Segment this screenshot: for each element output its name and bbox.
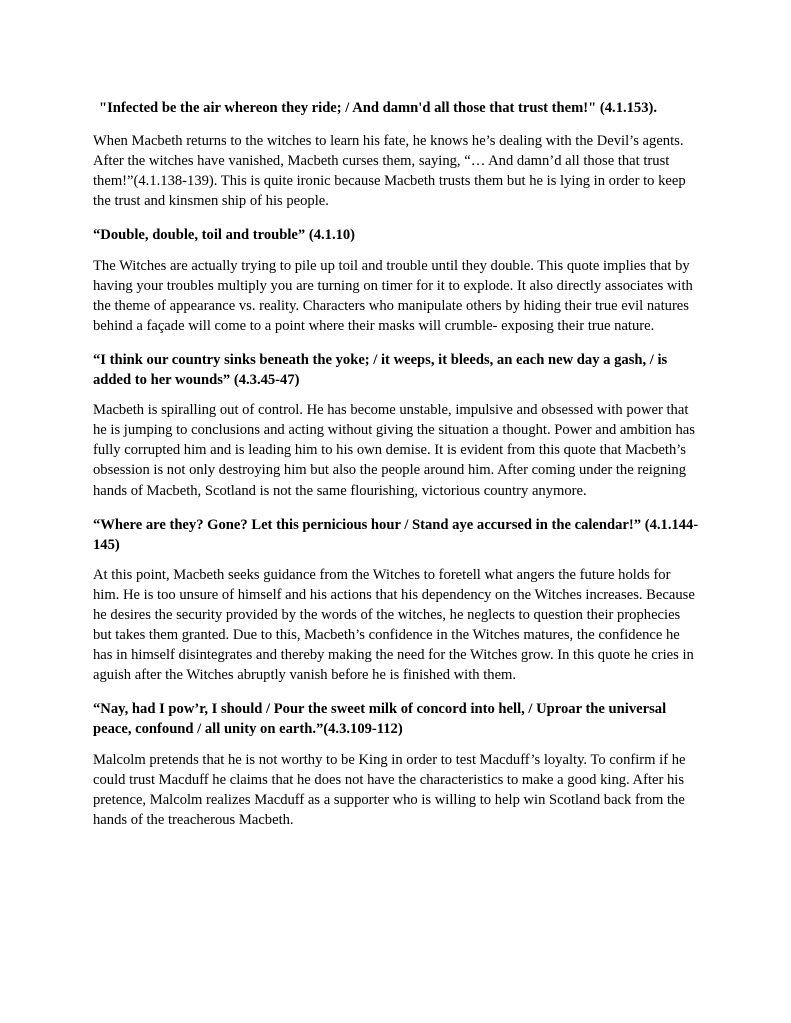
analysis-paragraph-5: Malcolm pretends that he is not worthy to be King in order to test Macduff’s loyalty. To confirm if he could trust Macduff he claims that he does not have the characteristics to make a good king. After his pretence, Malcolm realizes Macduff as a supporter who is willing to help win Scotland back from the hands of the treacherous Macbeth. [93, 751, 686, 828]
quote-heading-5: “Nay, had I pow’r, I should / Pour the sweet milk of concord into hell, / Uproar the universal peace, confound / all unity on earth.”(4.3.109-112) [93, 701, 667, 738]
quote-heading-1: "Infected be the air whereon they ride; / And damn'd all those that trust them!" (4.1.153). [99, 100, 658, 116]
quote-heading-4: “Where are they? Gone? Let this pernicious hour / Stand aye accursed in the calendar!” (4.1.144-145) [93, 516, 699, 553]
quote-heading-3: “I think our country sinks beneath the yoke; / it weeps, it bleeds, an each new day a gash, / is added to her wounds” (4.3.45-47) [93, 351, 668, 389]
quote-heading-2: “Double, double, toil and trouble” (4.1.10) [93, 227, 356, 244]
analysis-paragraph-4: At this point, Macbeth seeks guidance from the Witches to foretell what angers the future holds for him. He is too unsure of himself and his actions that his dependency on the Witches increases. Because he desires the security provided by the words of the witches, he neglects to question their prophecies but takes them granted. Due to this, Macbeth’s confidence in the Witches matures, the confidence he has in himself disintegrates and thereby making the need for the Witches grow. In this quote he cries in aguish after the Witches abruptly vanish before he is finished with them. [93, 566, 695, 684]
document-page [93, 98, 699, 844]
analysis-paragraph-2: The Witches are actually trying to pile up toil and trouble until they double. This quote implies that by having your troubles multiply you are turning on timer for it to explode. It also directly associates with the theme of appearance vs. reality. Characters who manipulate others by hiding their true evil natures behind a façade will come to a point where their masks will crumble- exposing their true nature. [93, 257, 693, 334]
analysis-paragraph-3: Macbeth is spiralling out of control. He has become unstable, impulsive and obsessed with power that he is jumping to conclusions and acting without giving the situation a thought. Power and ambition has fully corrupted him and is leading him to his own demise. It is evident from this quote that Macbeth’s obsession is not only destroying him but also the people around him. After coming under the reigning hands of Macbeth, Scotland is not the same flourishing, victorious country anymore. [93, 402, 695, 499]
analysis-paragraph-1: When Macbeth returns to the witches to learn his fate, he knows he’s dealing with the Devil’s agents. After the witches have vanished, Macbeth curses them, saying, “… And damn’d all those that trust them!”(4.1.138-139). This is quite ironic because Macbeth trusts them but he is lying in order to keep the trust and kinsmen ship of his people. [93, 133, 686, 210]
